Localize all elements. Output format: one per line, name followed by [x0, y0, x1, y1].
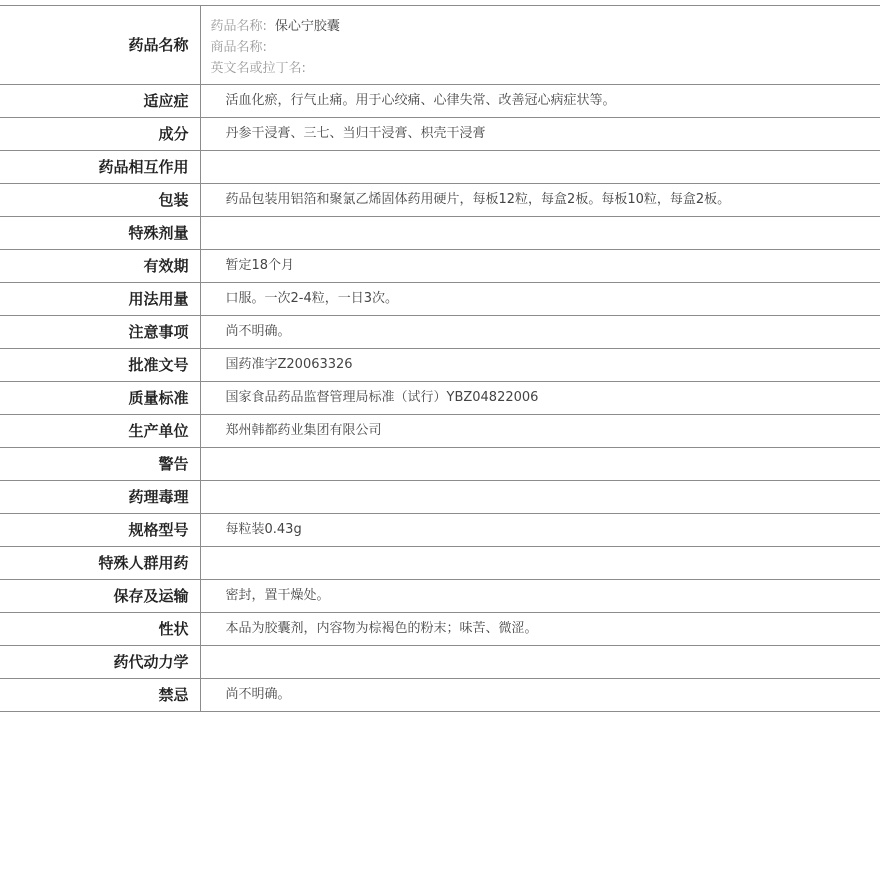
description-row: [0, 613, 880, 646]
approval-number-row: [0, 349, 880, 382]
contraindications-label: 禁忌: [0, 679, 200, 712]
quality-standard-label: 质量标准: [0, 382, 200, 415]
specification-label: 规格型号: [0, 514, 200, 547]
shelf-life-row: [0, 250, 880, 283]
ingredients-row: [0, 118, 880, 151]
generic-name-value: 保心宁胶囊: [274, 19, 340, 34]
special-dosage-value: [200, 217, 880, 250]
precautions-value: 尚不明确。: [200, 316, 880, 349]
indications-label: 适应症: [0, 85, 200, 118]
shelf-life-value: 暂定18个月: [200, 250, 880, 283]
shelf-life-label: 有效期: [0, 250, 200, 283]
english-name-key: 英文名或拉丁名:: [210, 61, 306, 76]
generic-name-line: [211, 16, 771, 37]
description-label: 性状: [0, 613, 200, 646]
interactions-value: [200, 151, 880, 184]
pharmacokinetics-value: [200, 646, 880, 679]
contraindications-value: 尚不明确。: [200, 679, 880, 712]
description-value: 本品为胶囊剂，内容物为棕褐色的粉末；味苦、微涩。: [200, 613, 880, 646]
dosage-row: [0, 283, 880, 316]
ingredients-value: 丹参干浸膏、三七、当归干浸膏、枳壳干浸膏: [200, 118, 880, 151]
pharmacology-value: [200, 481, 880, 514]
specification-value: 每粒装0.43g: [200, 514, 880, 547]
trade-name-key: 商品名称:: [210, 40, 267, 55]
special-population-row: [0, 547, 880, 580]
manufacturer-label: 生产单位: [0, 415, 200, 448]
approval-number-value: 国药准字Z20063326: [200, 349, 880, 382]
warning-value: [200, 448, 880, 481]
drug-name-label: 药品名称: [0, 6, 200, 85]
quality-standard-row: [0, 382, 880, 415]
special-dosage-label: 特殊剂量: [0, 217, 200, 250]
generic-name-key: 药品名称:: [210, 19, 267, 34]
storage-label: 保存及运输: [0, 580, 200, 613]
trade-name-line: [211, 37, 771, 58]
ingredients-label: 成分: [0, 118, 200, 151]
indications-value: 活血化瘀，行气止痛。用于心绞痛、心律失常、改善冠心病症状等。: [200, 85, 880, 118]
interactions-label: 药品相互作用: [0, 151, 200, 184]
dosage-label: 用法用量: [0, 283, 200, 316]
pharmacology-row: [0, 481, 880, 514]
dosage-value: 口服。一次2-4粒，一日3次。: [200, 283, 880, 316]
storage-row: [0, 580, 880, 613]
drug-name-values: [200, 6, 880, 85]
drug-name-row: [0, 6, 880, 85]
approval-number-label: 批准文号: [0, 349, 200, 382]
special-dosage-row: [0, 217, 880, 250]
packaging-row: [0, 184, 880, 217]
precautions-label: 注意事项: [0, 316, 200, 349]
warning-label: 警告: [0, 448, 200, 481]
packaging-label: 包装: [0, 184, 200, 217]
manufacturer-value: 郑州韩都药业集团有限公司: [200, 415, 880, 448]
warning-row: [0, 448, 880, 481]
precautions-row: [0, 316, 880, 349]
indications-row: [0, 85, 880, 118]
packaging-value: 药品包装用铝箔和聚氯乙烯固体药用硬片，每板12粒，每盒2板。每板10粒，每盒2板。: [200, 184, 880, 217]
special-population-label: 特殊人群用药: [0, 547, 200, 580]
interactions-row: [0, 151, 880, 184]
manufacturer-row: [0, 415, 880, 448]
drug-info-table: [0, 5, 880, 712]
specification-row: [0, 514, 880, 547]
pharmacokinetics-row: [0, 646, 880, 679]
storage-value: 密封，置干燥处。: [200, 580, 880, 613]
special-population-value: [200, 547, 880, 580]
pharmacokinetics-label: 药代动力学: [0, 646, 200, 679]
pharmacology-label: 药理毒理: [0, 481, 200, 514]
english-name-line: [211, 58, 771, 79]
contraindications-row: [0, 679, 880, 712]
quality-standard-value: 国家食品药品监督管理局标准（试行）YBZ04822006: [200, 382, 880, 415]
